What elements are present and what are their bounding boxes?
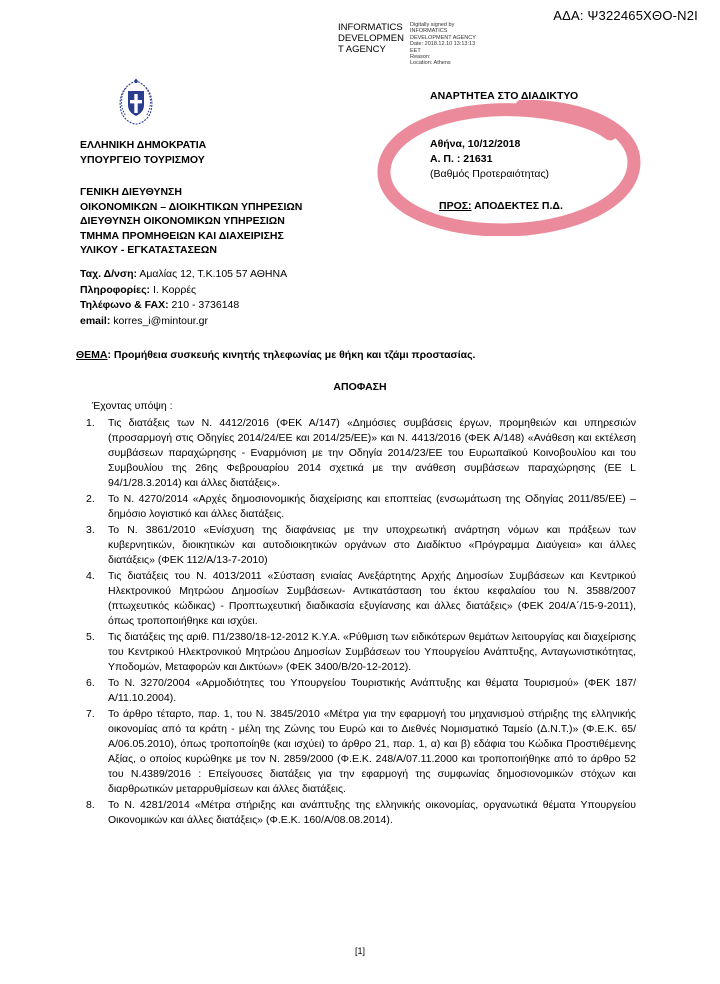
signature-detail-line: Digitally signed by bbox=[410, 22, 455, 28]
list-item bbox=[78, 492, 636, 522]
document-date: Αθήνα, 10/12/2018 bbox=[430, 138, 521, 150]
subject-text: : Προμήθεια συσκευής κινητής τηλεφωνίας με θήκη και τζάμι προστασίας. bbox=[107, 349, 476, 361]
item-number: 5. bbox=[86, 631, 95, 643]
division-line: ΔΙΕΥΘΥΝΣΗ ΟΙΚΟΝΟΜΙΚΩΝ ΥΠΗΡΕΣΙΩΝ bbox=[80, 215, 285, 227]
division-line: ΟΙΚΟΝΟΜΙΚΩΝ – ΔΙΟΙΚΗΤΙΚΩΝ ΥΠΗΡΕΣΙΩΝ bbox=[80, 200, 303, 213]
ministry-name: ΥΠΟΥΡΓΕΙΟ ΤΟΥΡΙΣΜΟΥ bbox=[80, 153, 205, 166]
item-number: 7. bbox=[86, 708, 95, 720]
item-number: 4. bbox=[86, 570, 95, 582]
republic-name: ΕΛΛΗΝΙΚΗ ΔΗΜΟΚΡΑΤΙΑ bbox=[80, 139, 207, 151]
protocol-number: Α. Π. : 21631 bbox=[430, 153, 493, 165]
signature-org-line: T AGENCY bbox=[338, 44, 386, 55]
recipients-label: ΠΡΟΣ: bbox=[439, 200, 472, 212]
item-number: 1. bbox=[86, 417, 95, 429]
list-item bbox=[78, 707, 636, 797]
item-number: 2. bbox=[86, 493, 95, 505]
list-item bbox=[78, 798, 636, 828]
recipients-value: ΑΠΟΔΕΚΤΕΣ Π.Δ. bbox=[471, 200, 563, 212]
list-item bbox=[78, 523, 636, 568]
item-number: 8. bbox=[86, 799, 95, 811]
priority-level: (Βαθμός Προτεραιότητας) bbox=[430, 168, 550, 180]
posted-online-notice: ΑΝΑΡΤΗΤΕΑ ΣΤΟ ΔΙΑΔΙΚΤΥΟ bbox=[430, 90, 579, 102]
signature-details bbox=[410, 22, 500, 67]
signature-detail-line: DEVELOPMENT AGENCY bbox=[410, 34, 476, 41]
signature-detail-line: EET bbox=[410, 47, 421, 54]
list-item bbox=[78, 676, 636, 706]
subject-line bbox=[76, 349, 475, 361]
list-item bbox=[78, 416, 636, 491]
division-line: ΥΛΙΚΟΥ - ΕΓΚΑΤΑΣΤΑΣΕΩΝ bbox=[80, 244, 217, 256]
division-block bbox=[80, 185, 302, 258]
decision-title: ΑΠΟΦΑΣΗ bbox=[333, 381, 387, 393]
signature-org-line: DEVELOPMEN bbox=[338, 33, 404, 44]
division-line: ΓΕΝΙΚΗ ΔΙΕΥΘΥΝΣΗ bbox=[80, 186, 182, 198]
contact-block bbox=[80, 267, 287, 329]
item-number: 6. bbox=[86, 677, 95, 689]
considerations-list bbox=[78, 416, 636, 829]
item-text: Τις διατάξεις του Ν. 4013/2011 «Σύσταση ενιαίας Ανεξάρτητης Αρχής Δημοσίων Συμβάσεων και Κεντρικού Ηλεκτρονικού Μητρώου Δημοσίων Συμβάσεων- Αντικατάσταση του έκτου κεφαλαίου του Ν. 3588/2007 (πτωχευτικός κώδικας) - Προπτωχευτική διαδικασία εξυγίανσης και άλλες διατάξεις» (ΦΕΚ 204/Α΄/15-9-2011), όπως τροποποιήθηκε και ισχύει. bbox=[108, 570, 636, 627]
signature-detail-line: Location: Athens bbox=[410, 60, 451, 67]
signature-detail-line: INFORMATICS bbox=[410, 28, 448, 35]
item-text: Το Ν. 4270/2014 «Αρχές δημοσιονομικής διαχείρισης και εποπτείας (ενσωμάτωση της Οδηγίας 2011/85/ΕΕ) – δημόσιο λογιστικό και άλλες διατάξεις. bbox=[108, 493, 636, 520]
considering-label: Έχοντας υπόψη : bbox=[92, 400, 173, 412]
signature-detail-line: Reason: bbox=[410, 54, 431, 61]
subject-label: ΘΕΜΑ bbox=[76, 349, 108, 361]
item-text: Τις διατάξεις της αριθ. Π1/2380/18-12-2012 Κ.Υ.Α. «Ρύθμιση των ειδικότερων θεμάτων λειτουργίας και διαχείρισης του Κεντρικού Ηλεκτρονικού Μητρώου Δημοσίων Συμβάσεων του Υπουργείου Ανάπτυξης, Ανταγωνιστικότητας, Υποδομών, Μεταφορών και Δικτύων» (ΦΕΚ 3400/Β/20-12-2012). bbox=[108, 631, 636, 673]
item-text: Το άρθρο τέταρτο, παρ. 1, του Ν. 3845/2010 «Μέτρα για την εφαρμογή του μηχανισμού στήριξης της ελληνικής οικονομίας από τα κράτη - μέλη της Ζώνης του Ευρώ και το Διεθνές Νομισματικό Ταμείο (Δ.Ν.Τ.)» (Φ.Ε.Κ. 65/Α/06.05.2010), όπως τροποποίηθε (και ισχύει) το άρθρο 21, παρ. 1, α) και β) εδάφια του Κώδικα Προστιθέμενης Αξίας, ο οποίος κυρώθηκε με τον Ν. 2859/2000 (Φ.Ε.Κ. 248/Α/07.11.2000 και τροποποιήθηκε από το άρθρο 52 του Ν.4389/2016 : Επείγουσες διατάξεις για την εφαρμογή της συμφωνίας δημοσιονομικών στόχων και διαρθρωτικών μεταρρυθμίσεων και άλλες διατάξεις. bbox=[108, 708, 636, 795]
contact-email: email: korres_i@mintour.gr bbox=[80, 314, 208, 327]
list-item bbox=[78, 630, 636, 675]
signature-organization bbox=[338, 22, 410, 55]
item-text: Το Ν. 3861/2010 «Ενίσχυση της διαφάνειας με την υποχρεωτική ανάρτηση νόμων και πράξεων των κυβερνητικών, διοικητικών και αυτοδιοικητικών οργάνων στο Διαδίκτυο «Πρόγραμμα Διαύγεια» και άλλες διατάξεις» (ΦΕΚ 112/Α/13-7-2010) bbox=[108, 524, 636, 566]
item-text: Το Ν. 4281/2014 «Μέτρα στήριξης και ανάπτυξης της ελληνικής οικονομίας, οργανωτικά θέματα Υπουργείου Οικονομικών και άλλες διατάξεις» (Φ.Ε.Κ. 160/Α/08.08.2014). bbox=[108, 799, 636, 826]
contact-info: Πληροφορίες: Ι. Κορρές bbox=[80, 283, 197, 296]
ada-code: ΑΔΑ: Ψ322465ΧΘΟ-Ν2Ι bbox=[553, 8, 698, 23]
list-item bbox=[78, 569, 636, 629]
hand-drawn-circle-mark bbox=[372, 100, 642, 236]
item-number: 3. bbox=[86, 524, 95, 536]
contact-phone: Τηλέφωνο & FAX: 210 - 3736148 bbox=[80, 299, 240, 311]
item-text: Τις διατάξεις των Ν. 4412/2016 (ΦΕΚ Α/147) «Δημόσιες συμβάσεις έργων, προμηθειών και υπηρεσιών (προσαρμογή στις Οδηγίες 2014/24/ΕΕ και 2014/25/ΕΕ)» και Ν. 4413/2016 (ΦΕΚ Α/148) «Ανάθεση και εκτέλεση συμβάσεων παραχώρησης - Εναρμόνιση με την Οδηγία 2014/23/ΕΕ του Ευρωπαϊκού Κοινοβουλίου και του Συμβουλίου της 26ης Φεβρουαρίου 2014 σχετικά με την ανάθεση συμβάσεων παραχώρησης (ΕΕ L 94/1/28.3.2014) και άλλες διατάξεις». bbox=[108, 417, 636, 489]
contact-address: Ταχ. Δ/νση: Αμαλίας 12, Τ.Κ.105 57 ΑΘΗΝΑ bbox=[80, 268, 288, 280]
page-number: [1] bbox=[354, 946, 365, 956]
ministry-header bbox=[80, 138, 206, 167]
division-line: ΤΜΗΜΑ ΠΡΟΜΗΘΕΙΩΝ ΚΑΙ ΔΙΑΧΕΙΡΙΣΗΣ bbox=[80, 229, 284, 242]
signature-org-line: INFORMATICS bbox=[338, 22, 403, 33]
item-text: Το Ν. 3270/2004 «Αρμοδιότητες του Υπουργείου Τουριστικής Ανάπτυξης και θέματα Τουρισμού» (ΦΕΚ 187/Α/11.10.2004). bbox=[108, 677, 636, 704]
greek-emblem-icon bbox=[112, 78, 160, 126]
signature-detail-line: Date: 2018.12.10 13:13:13 bbox=[410, 41, 476, 48]
